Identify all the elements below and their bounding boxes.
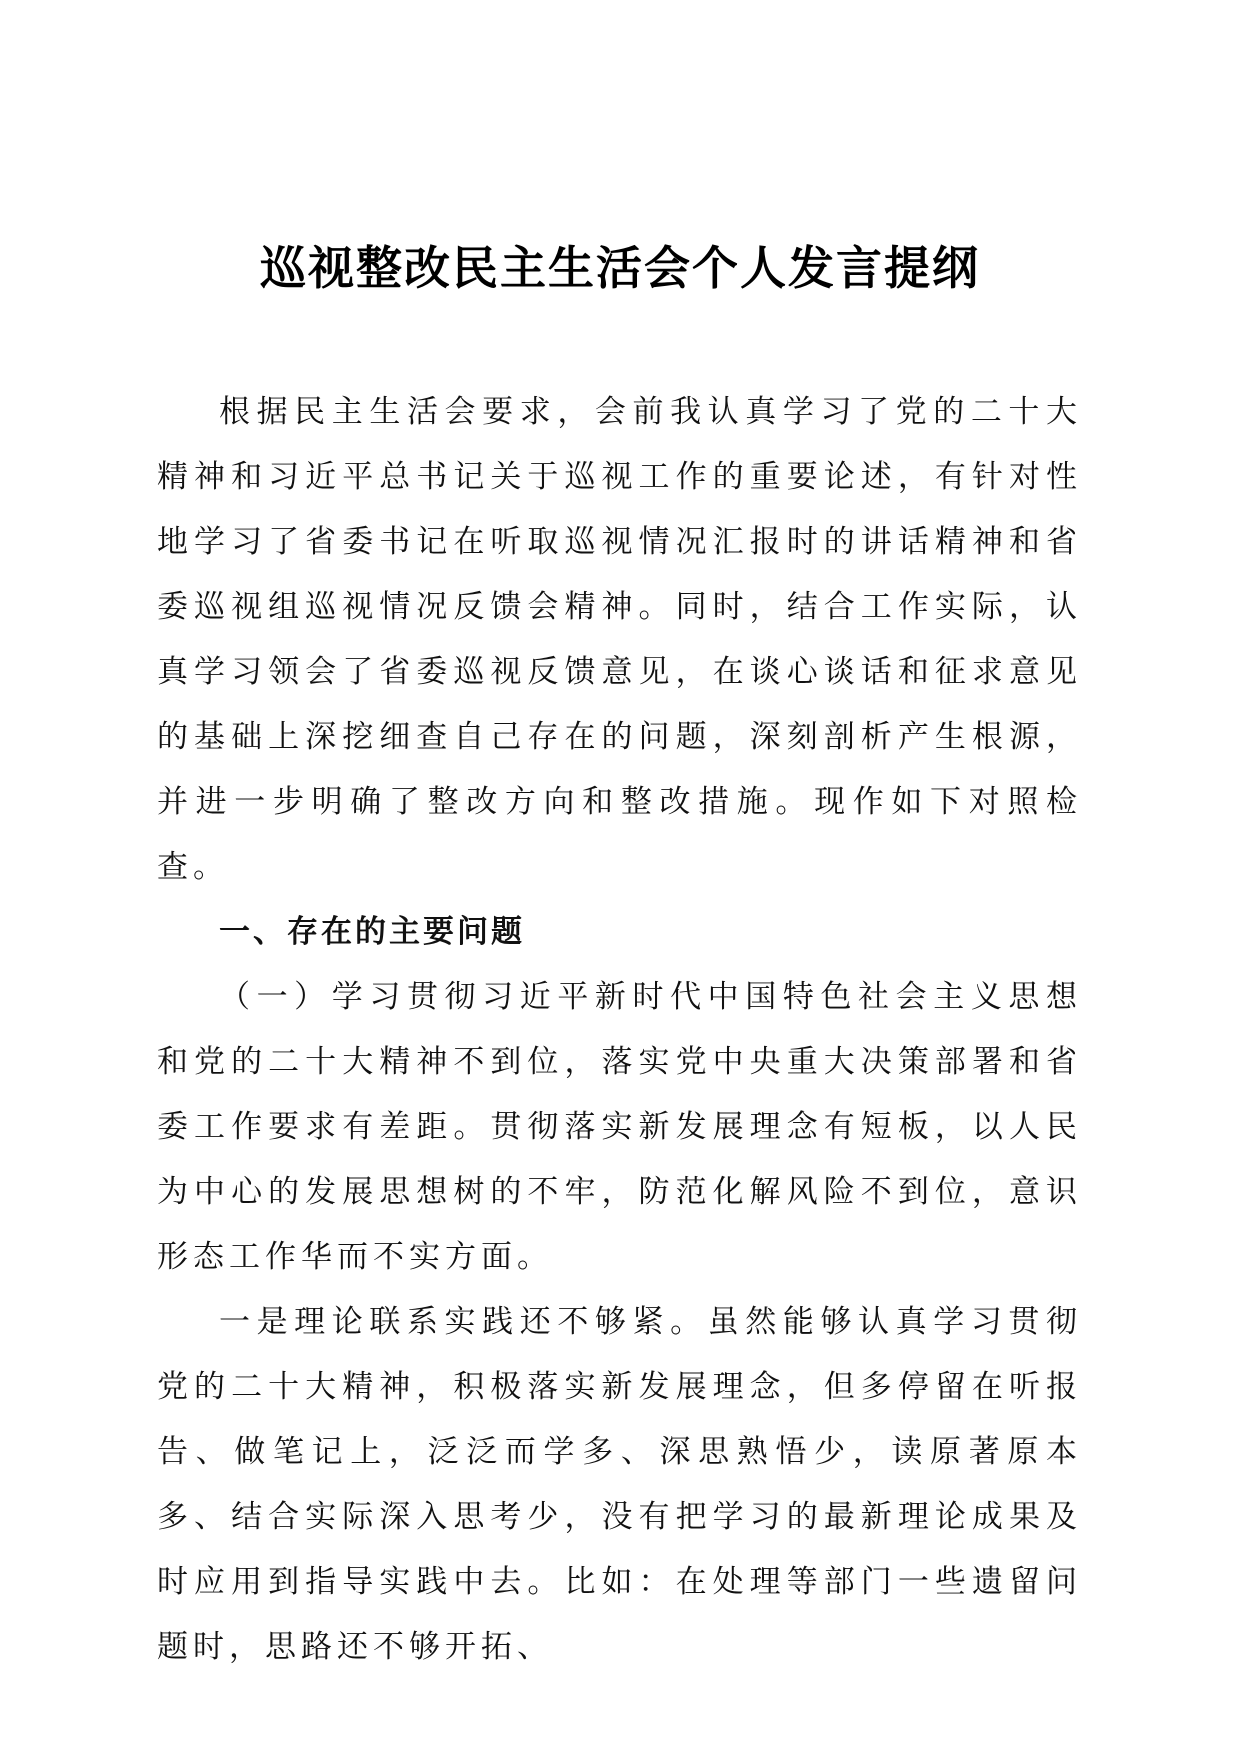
section-heading: 一、存在的主要问题 (219, 914, 525, 950)
document-title: 巡视整改民主生活会个人发言提纲 (260, 241, 980, 295)
intro-paragraph: 根据民主生活会要求，会前我认真学习了党的二十大精神和习近平总书记关于巡视工作的重要论述，有针对性地学习了省委书记在听取巡视情况汇报时的讲话精神和省委巡视组巡视情况反馈会精神。同时，结合工作实际，认真学习领会了省委巡视反馈意见，在谈心谈话和征求意见的基础上深挖细查自己存在的问题，深刻剖析产生根源，并进一步明确了整改方向和整改措施。现作如下对照检查。 (157, 394, 1082, 885)
document-body (157, 380, 1082, 1680)
subsection-paragraph: （一）学习贯彻习近平新时代中国特色社会主义思想和党的二十大精神不到位，落实党中央重大决策部署和省委工作要求有差距。贯彻落实新发展理念有短板，以人民为中心的发展思想树的不牢，防范化解风险不到位，意识形态工作华而不实方面。 (157, 979, 1082, 1275)
point-paragraph: 一是理论联系实践还不够紧。虽然能够认真学习贯彻党的二十大精神，积极落实新发展理念，但多停留在听报告、做笔记上，泛泛而学多、深思熟悟少，读原著原本多、结合实际深入思考少，没有把学习的最新理论成果及时应用到指导实践中去。比如：在处理等部门一些遗留问题时，思路还不够开拓、 (157, 1304, 1082, 1665)
